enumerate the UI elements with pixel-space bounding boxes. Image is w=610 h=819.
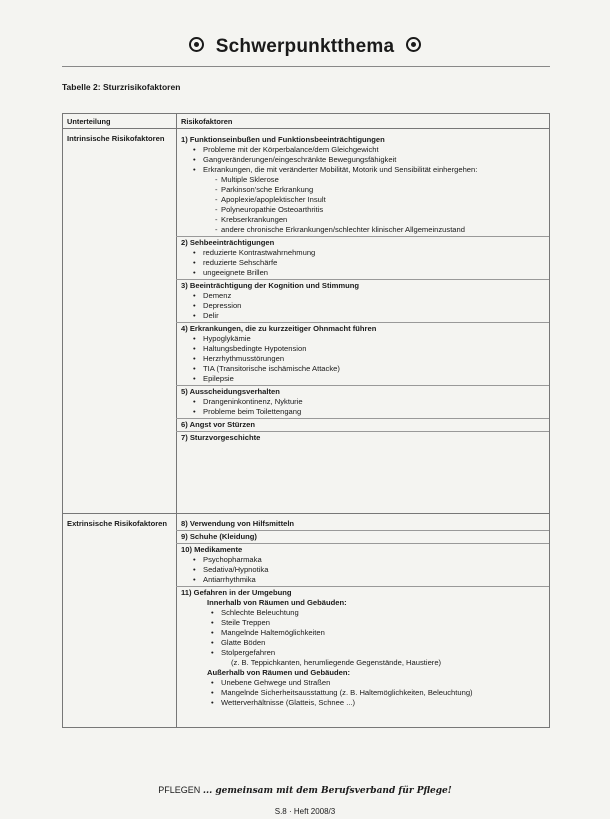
header-divider <box>62 66 550 67</box>
list-item: - Multiple Sklerose <box>215 175 544 185</box>
list-item: • Mangelnde Sicherheitsausstattung (z. B. Haltemöglichkeiten, Beleuchtung) <box>211 688 544 698</box>
list-item: • Schlechte Beleuchtung <box>211 608 544 618</box>
section-title: 3) Beeinträchtigung der Kognition und Stimmung <box>176 279 549 291</box>
bullet-list <box>181 555 544 585</box>
list-item: • Gangveränderungen/eingeschränkte Bewegungsfähigkeit <box>193 155 544 165</box>
row-label-extrinsic: Extrinsische Risikofaktoren <box>67 519 168 528</box>
row-label-intrinsic: Intrinsische Risikofaktoren <box>67 134 165 143</box>
page-title: Schwerpunktthema <box>215 36 395 57</box>
list-item: • TIA (Transitorische ischämische Attacke) <box>193 364 544 374</box>
section-title: 8) Verwendung von Hilfsmitteln <box>181 519 295 528</box>
list-item: - Apoplexie/apoplektischer Insult <box>215 195 544 205</box>
list-item: • Delir <box>193 311 544 321</box>
list-item: • Wetterverhältnisse (Glatteis, Schnee ...) <box>211 698 544 708</box>
group-divider <box>63 513 549 514</box>
list-item: • Erkrankungen, die mit veränderter Mobilität, Motorik und Sensibilität einhergehen: <box>193 165 544 175</box>
list-item: • Glatte Böden <box>211 638 544 648</box>
list-item: • Drangeninkontinenz, Nykturie <box>193 397 544 407</box>
column-header-unterteilung: Unterteilung <box>67 117 111 126</box>
section-title: 4) Erkrankungen, die zu kurzzeitiger Ohnmacht führen <box>176 322 549 334</box>
list-item: • Unebene Gehwege und Straßen <box>211 678 544 688</box>
intrinsic-factors-cell <box>176 131 549 446</box>
bullet-list <box>181 397 544 417</box>
list-item: • Haltungsbedingte Hypotension <box>193 344 544 354</box>
section-title: 2) Sehbeeinträchtigungen <box>176 236 549 248</box>
list-item: • ungeeignete Brillen <box>193 268 544 278</box>
list-item: • Probleme mit der Körperbalance/dem Gleichgewicht <box>193 145 544 155</box>
dash-list <box>181 175 544 235</box>
section-title: 6) Angst vor Stürzen <box>176 418 549 430</box>
list-item: - Polyneuropathie Osteoarthritis <box>215 205 544 215</box>
section-title: 9) Schuhe (Kleidung) <box>176 530 549 542</box>
list-item: • Mangelnde Haltemöglichkeiten <box>211 628 544 638</box>
list-item: • Herzrhythmusstörungen <box>193 354 544 364</box>
target-ornament-icon <box>189 37 204 52</box>
footer-slogan-text: ... gemeinsam mit dem Berufsverband für Pflege! <box>202 786 452 796</box>
list-item: - andere chronische Erkrankungen/schlechter klinischer Allgemeinzustand <box>215 225 544 235</box>
list-item: • reduzierte Sehschärfe <box>193 258 544 268</box>
footer-slogan <box>0 785 610 796</box>
bullet-list <box>181 291 544 321</box>
list-item: • Hypoglykämie <box>193 334 544 344</box>
extrinsic-factors-cell <box>176 515 549 711</box>
list-item: - Krebserkrankungen <box>215 215 544 225</box>
target-ornament-icon <box>406 37 421 52</box>
page-number: S.8 · Heft 2008/3 <box>274 807 336 816</box>
bullet-list <box>181 678 544 708</box>
list-item: • Epilepsie <box>193 374 544 384</box>
bullet-list <box>181 248 544 278</box>
bullet-list <box>181 608 544 658</box>
list-item: - Parkinson'sche Erkrankung <box>215 185 544 195</box>
list-item: • reduzierte Kontrastwahrnehmung <box>193 248 544 258</box>
footer-brand: PFLEGEN <box>158 785 201 795</box>
list-item: • Probleme beim Toilettengang <box>193 407 544 417</box>
section-title: 7) Sturzvorgeschichte <box>176 431 549 443</box>
column-header-risikofaktoren: Risikofaktoren <box>181 117 233 126</box>
list-item: • Sedativa/Hypnotika <box>193 565 544 575</box>
risk-factor-table <box>62 113 550 728</box>
bullet-list <box>181 334 544 384</box>
subsection-title: Innerhalb von Räumen und Gebäuden: <box>207 598 347 608</box>
bullet-list <box>181 145 544 175</box>
section-title: 5) Ausscheidungsverhalten <box>176 385 549 397</box>
list-item: • Stolpergefahren <box>211 648 544 658</box>
list-item: • Antiarrhythmika <box>193 575 544 585</box>
section-header <box>0 36 610 58</box>
subsection-title: Außerhalb von Räumen und Gebäuden: <box>207 668 351 678</box>
table-caption: Tabelle 2: Sturzrisikofaktoren <box>62 82 181 92</box>
section-title: 10) Medikamente <box>176 543 549 555</box>
list-item: • Demenz <box>193 291 544 301</box>
list-item-note: (z. B. Teppichkanten, herumliegende Gegenstände, Haustiere) <box>231 658 442 668</box>
section-title: 11) Gefahren in der Umgebung <box>176 586 549 598</box>
list-item: • Psychopharmaka <box>193 555 544 565</box>
list-item: • Steile Treppen <box>211 618 544 628</box>
list-item: • Depression <box>193 301 544 311</box>
section-title: 1) Funktionseinbußen und Funktionsbeeinträchtigungen <box>181 135 385 144</box>
